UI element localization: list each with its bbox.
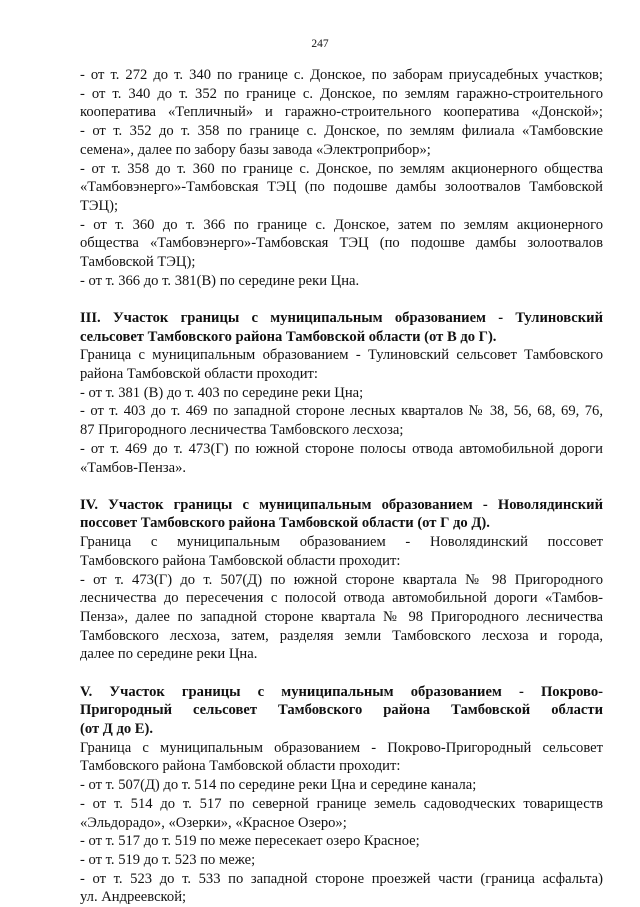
text-line: Граница с муниципальным образованием - Новолядинский поссовет xyxy=(80,534,603,551)
section-heading-line: (от Д до Е). xyxy=(80,721,154,737)
text-line: Пенза», далее по западной стороне квартала № 98 Пригородного лесничества xyxy=(80,608,603,625)
text-line: - от т. 517 до т. 519 по меже пересекает озеро Красное; xyxy=(80,833,420,850)
text-line: - от т. 403 до т. 469 по западной стороне лесных кварталов № 38, 56, 68, 69, 76, xyxy=(80,403,603,420)
text-line: - от т. 360 до т. 366 по границе с. Донское, затем по землям акционерного xyxy=(80,216,603,233)
text-line: - от т. 272 до т. 340 по границе с. Донское, по заборам приусадебных участков; xyxy=(80,67,603,83)
text-line: Тамбовского района Тамбовской области проходит: xyxy=(80,552,401,569)
text-line: Тамбовского лесхоза, затем, разделяя земли Тамбовского лесхоза и города, xyxy=(80,627,603,644)
text-line: семена», далее по забору базы завода «Электроприбор»; xyxy=(80,141,431,158)
text-line: «Тамбов-Пенза». xyxy=(80,459,187,476)
section-spacer xyxy=(80,664,603,683)
text-line: Граница с муниципальным образованием - Тулиновский сельсовет Тамбовского xyxy=(80,347,603,364)
document-body xyxy=(80,66,603,907)
section-heading-line: IV. Участок границы с муниципальным образованием - Новолядинский xyxy=(80,496,603,513)
text-line: ул. Андреевской; xyxy=(80,889,187,906)
text-line: - от т. 340 до т. 352 по границе с. Донское, по землям гаражно-строительного xyxy=(80,85,603,102)
text-line: «Эльдорадо», «Озерки», «Красное Озеро»; xyxy=(80,814,347,831)
section-heading-line: поссовет Тамбовского района Тамбовской области (от Г до Д). xyxy=(80,515,490,532)
text-line: Граница с муниципальным образованием - Покрово-Пригородный сельсовет xyxy=(80,739,603,756)
text-line: - от т. 514 до т. 517 по северной границе земель садоводческих товариществ xyxy=(80,795,603,812)
text-line: - от т. 473(Г) до т. 507(Д) по южной стороне квартала № 98 Пригородного xyxy=(80,571,603,588)
text-line: района Тамбовской области проходит: xyxy=(80,366,318,383)
text-line: - от т. 381 (В) до т. 403 по середине реки Цна; xyxy=(80,384,364,401)
section-heading-line: V. Участок границы с муниципальным образованием - Покрово- xyxy=(80,683,603,700)
text-line: далее по середине реки Цна. xyxy=(80,646,258,663)
text-line: Тамбовского района Тамбовской области проходит: xyxy=(80,758,401,775)
section-heading-line: III. Участок границы с муниципальным образованием - Тулиновский xyxy=(80,309,603,326)
section-spacer xyxy=(80,477,603,496)
text-line: - от т. 469 до т. 473(Г) по южной стороне полосы отвода автомобильной дороги xyxy=(80,440,603,457)
section-heading-line: Пригородный сельсовет Тамбовского района Тамбовской области xyxy=(80,702,603,719)
text-line: - от т. 523 до т. 533 по западной стороне проезжей части (граница асфальта) xyxy=(80,870,603,887)
text-line: лесничества до пересечения с полосой отвода автомобильной дороги «Тамбов- xyxy=(80,590,603,607)
text-line: «Тамбовэнерго»-Тамбовская ТЭЦ (по подошве дамбы золоотвалов Тамбовской xyxy=(80,179,603,196)
text-line: - от т. 352 до т. 358 по границе с. Донское, по землям филиала «Тамбовские xyxy=(80,123,603,140)
text-line: общества «Тамбовэнерго»-Тамбовская ТЭЦ (по подошве дамбы золоотвалов xyxy=(80,235,603,252)
text-line: кооператива «Тепличный» и гаражно-строительного кооператива «Донской»; xyxy=(80,104,603,121)
section-heading-line: сельсовет Тамбовского района Тамбовской области (от В до Г). xyxy=(80,328,497,345)
section-spacer xyxy=(80,290,603,309)
text-line: - от т. 358 до т. 360 по границе с. Донское, по землям акционерного общества xyxy=(80,160,603,177)
text-line: - от т. 519 до т. 523 по меже; xyxy=(80,851,256,868)
text-line: - от т. 507(Д) до т. 514 по середине реки Цна и середине канала; xyxy=(80,777,477,794)
text-line: - от т. 366 до т. 381(В) по середине реки Цна. xyxy=(80,272,360,289)
text-line: ТЭЦ); xyxy=(80,197,119,214)
text-line: Тамбовской ТЭЦ); xyxy=(80,254,196,271)
page-number: 247 xyxy=(311,38,329,50)
text-line: 87 Пригородного лесничества Тамбовского лесхоза; xyxy=(80,422,404,439)
